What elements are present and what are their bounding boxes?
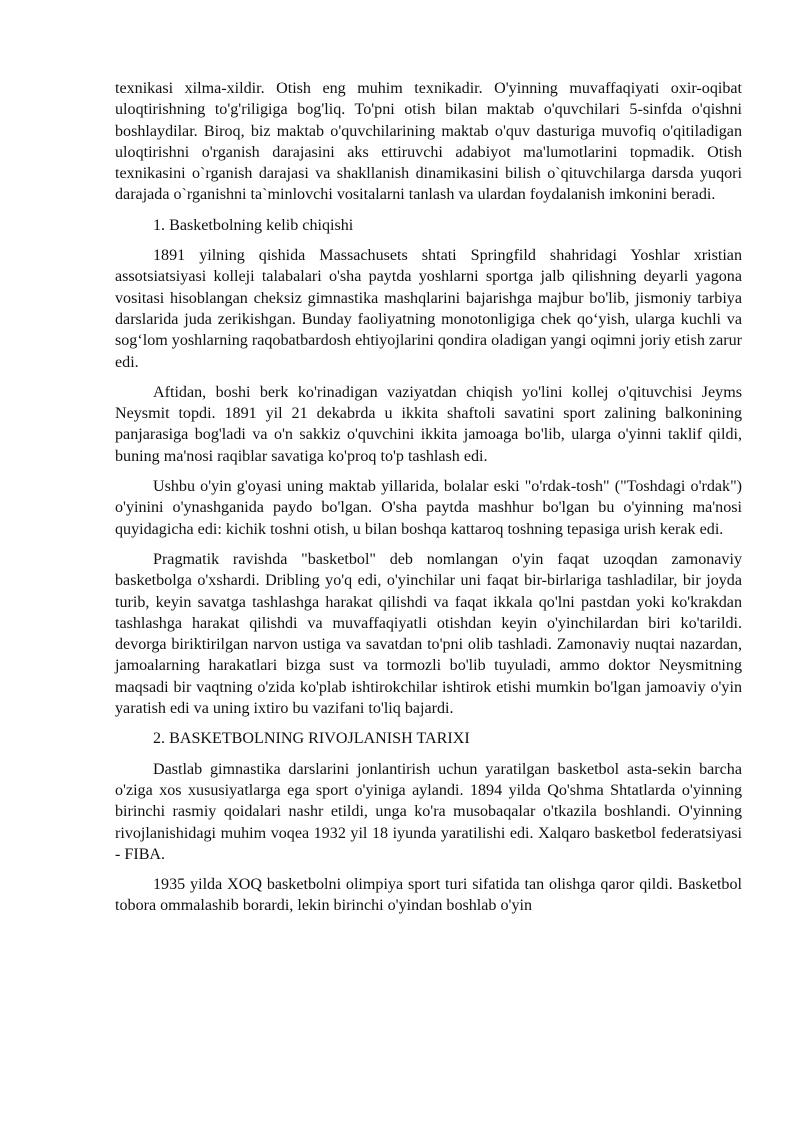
paragraph: 1935 yilda XOQ basketbolni olimpiya sport turi sifatida tan olishga qaror qildi. Basketbol tobora ommalashib borardi, lekin birinchi o'yindan boshlab o'yin bbox=[115, 876, 742, 915]
paragraph: Pragmatik ravishda "basketbol" deb nomlangan o'yin faqat uzoqdan zamonaviy basketbolga o'xshardi. Dribling yo'q edi, o'yinchilar uni faqat bir-birlariga tashladilar, bir joyda turib, keyin savatga tashlashga harakat qilishdi va faqat ikkala qo'lni pastdan yoki ko'krakdan tashlashga harakat qilishdi va muvaffaqiyatli otishdan keyin o'yinchilardan biri ko'tarildi. devorga biriktirilgan narvon ustiga va savatdan to'pni olib tashladi. Zamonaviy nuqtai nazardan, jamoalarning harakatlari bizga sust va tormozli bo'lib tuyuladi, ammo doktor Neysmitning maqsadi bir vaqtning o'zida ko'plab ishtirokchilar ishtirok etishi mumkin bo'lgan jamoaviy o'yin yaratish edi va uning ixtiro bu vazifani to'liq bajardi. bbox=[115, 550, 742, 718]
section-heading-origin: 1. Basketbolning kelib chiqishi bbox=[153, 216, 354, 234]
paragraph: 1891 yilning qishida Massachusets shtati Springfild shahridagi Yoshlar xristian assotsiatsiyasi kolleji talabalari o'sha paytda yoshlarni sportga jalb qilishning deyarli yagona vositasi hisoblangan cheksiz gimnastika mashqlarini bajarishga majbur bo'lib, jismoniy tarbiya darslarida juda zerikishgan. Bunday faoliyatning monotonligiga chek qo‘yish, ularga kuchli va sog‘lom yoshlarning raqobatbardosh ehtiyojlarini qondira oladigan yangi oqimni joriy etish zarur edi. bbox=[115, 247, 742, 371]
paragraph: Aftidan, boshi berk ko'rinadigan vaziyatdan chiqish yo'lini kollej o'qituvchisi Jeyms Neysmit topdi. 1891 yil 21 dekabrda u ikkita shaftoli savatini sport zalining balkonining panjarasiga bog'ladi va o'n sakkiz o'quvchini ikkita jamoaga bo'lib, ularga o'yinni taklif qildi, buning ma'nosi raqiblar savatiga ko'proq to'p tashlash edi. bbox=[115, 383, 742, 465]
paragraph: Dastlab gimnastika darslarini jonlantirish uchun yaratilgan basketbol asta-sekin barcha o'ziga xos xususiyatlarga ega sport o'yiniga aylandi. 1894 yilda Qo'shma Shtatlarda o'yinning birinchi rasmiy qoidalari nashr etildi, unga ko'ra musobaqalar o'tkazila boshlandi. O'yinning rivojlanishidagi muhim voqea 1932 yil 18 iyunda yaratilishi edi. Xalqaro basketbol federatsiyasi - FIBA. bbox=[115, 760, 742, 863]
section-heading-history: 2. BASKETBOLNING RIVOJLANISH TARIXI bbox=[153, 730, 470, 748]
document-page bbox=[115, 78, 742, 926]
paragraph: Ushbu o'yin g'oyasi uning maktab yillarida, bolalar eski "o'rdak-tosh" ("Toshdagi o'rdak") o'yinini o'ynashganida paydo bo'lgan. O'sha paytda mashhur bo'lgan bu o'yinning ma'nosi quyidagicha edi: kichik toshni otish, u bilan boshqa kattaroq toshning tepasiga urish kerak edi. bbox=[115, 478, 742, 538]
paragraph-continuation: texnikasi xilma-xildir. Otish eng muhim texnikadir. O'yinning muvaffaqiyati oxir-oqibat uloqtirishning to'g'riligiga bog'liq. To'pni otish bilan maktab o'quvchilari 5-sinfda o'qishni boshlaydilar. Biroq, biz maktab o'quvchilarining maktab o'quv dasturiga muvofiq o'qitiladigan uloqtirishni o'rganish darajasini aks ettiruvchi adabiyot ma'lumotlarini topmadik. Otish texnikasini o`rganish darajasi va shakllanish dinamikasini bilish o`qituvchilarga darsda yuqori darajada o`rganishni ta`minlovchi vositalarni tanlash va ulardan foydalanish imkonini beradi. bbox=[115, 80, 742, 204]
